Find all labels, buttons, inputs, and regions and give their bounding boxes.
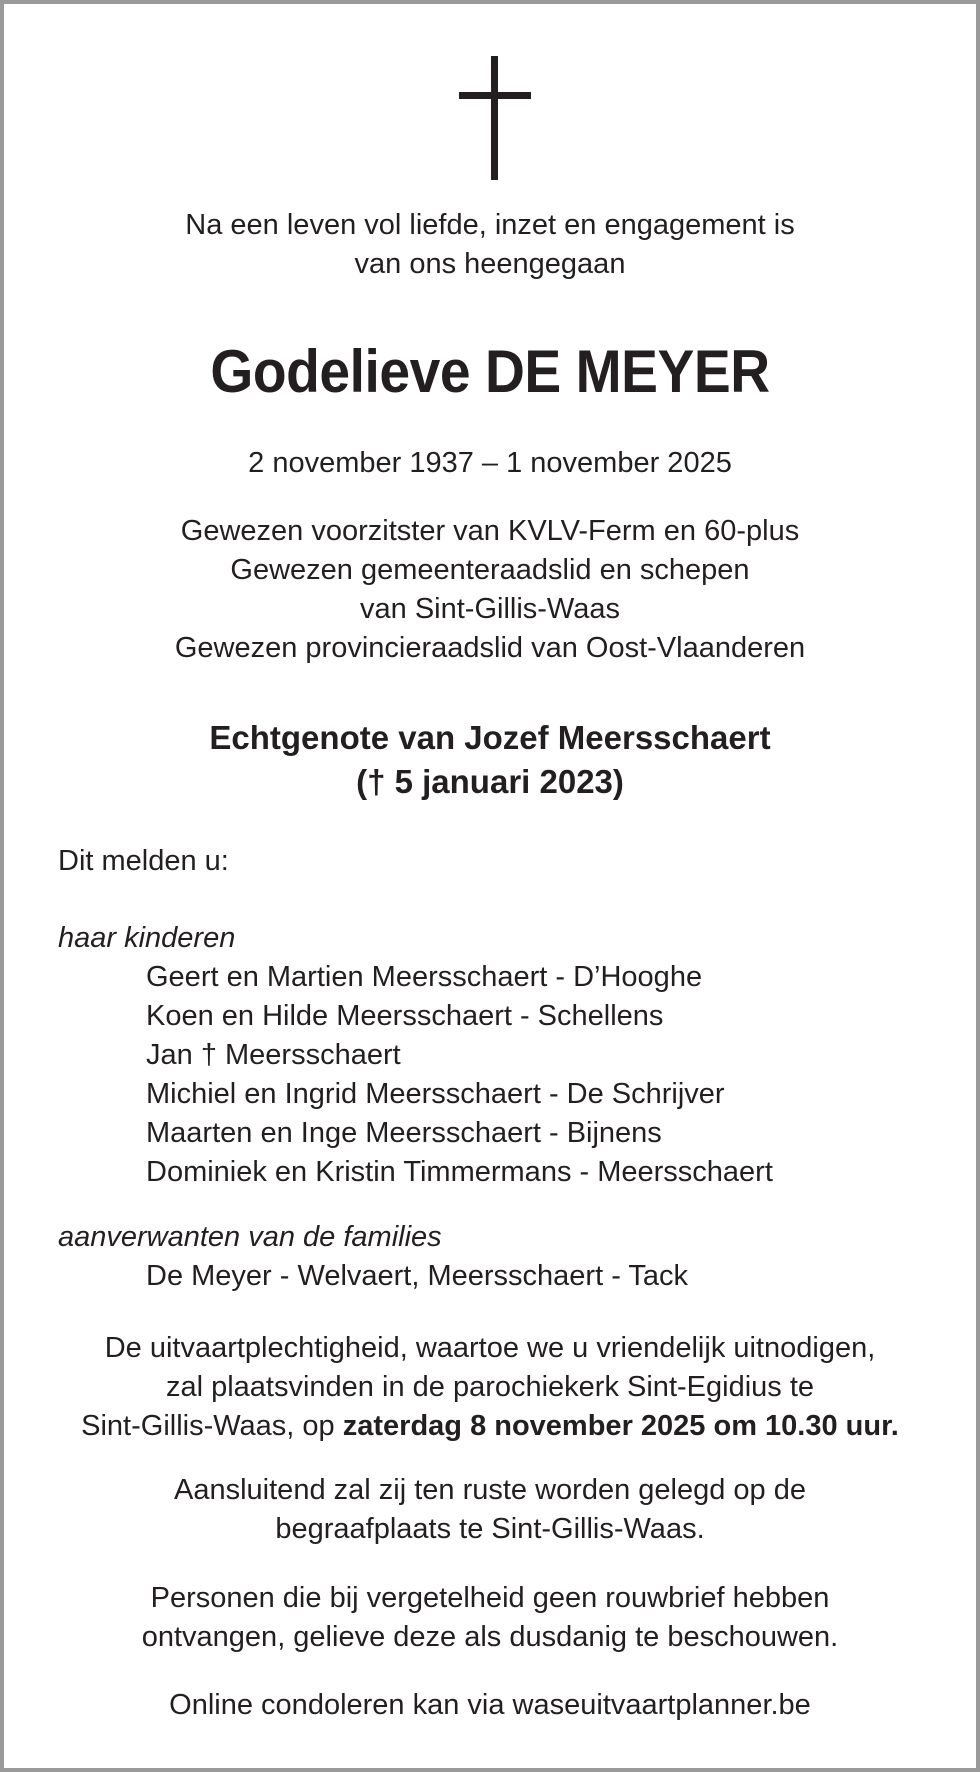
- funeral-location: Sint-Gillis-Waas, op: [81, 1410, 343, 1442]
- child-item: Dominiek en Kristin Timmermans - Meersschaert: [146, 1156, 773, 1188]
- announce-text: Dit melden u:: [58, 845, 229, 877]
- burial-line: Aansluitend zal zij ten ruste worden gelegd op de: [174, 1474, 806, 1506]
- funeral-text: [4, 1329, 976, 1446]
- funeral-datetime: zaterdag 8 november 2025 om 10.30 uur.: [342, 1410, 899, 1442]
- intro-line: Na een leven vol liefde, inzet en engagement is: [185, 209, 795, 241]
- child-item: Koen en Hilde Meersschaert - Schellens: [146, 1000, 664, 1032]
- burial-text: [4, 1471, 976, 1549]
- functions-list: [4, 512, 976, 668]
- function-line: van Sint-Gillis-Waas: [360, 593, 620, 625]
- function-line: Gewezen provincieraadslid van Oost-Vlaanderen: [174, 632, 806, 664]
- no-card-notice: [4, 1579, 976, 1657]
- child-item: Jan † Meersschaert: [146, 1039, 401, 1071]
- no-card-line: ontvangen, gelieve deze als dusdanig te beschouwen.: [141, 1621, 839, 1653]
- spouse-line: Echtgenote van Jozef Meersschaert: [209, 719, 771, 756]
- relatives-label: aanverwanten van de families: [58, 1221, 442, 1253]
- cross-icon-vertical: [491, 56, 498, 180]
- function-line: Gewezen gemeenteraadslid en schepen: [230, 554, 750, 586]
- function-line: Gewezen voorzitster van KVLV-Ferm en 60-plus: [180, 515, 800, 547]
- intro-line: van ons heengegaan: [354, 248, 626, 280]
- spouse-info: [4, 716, 976, 804]
- children-label: haar kinderen: [58, 922, 236, 954]
- child-item: Geert en Martien Meersschaert - D’Hooghe: [146, 961, 703, 993]
- relatives-list: [146, 1257, 688, 1296]
- children-list: [146, 958, 773, 1192]
- deceased-name: Godelieve DE MEYER: [210, 338, 770, 405]
- funeral-line: zal plaatsvinden in de parochiekerk Sint-Egidius te: [165, 1371, 815, 1403]
- funeral-line: De uitvaartplechtigheid, waartoe we u vriendelijk uitnodigen,: [104, 1332, 876, 1364]
- burial-line: begraafplaats te Sint-Gillis-Waas.: [275, 1513, 705, 1545]
- cross-icon-horizontal: [459, 92, 531, 99]
- spouse-line: († 5 januari 2023): [356, 763, 624, 800]
- child-item: Michiel en Ingrid Meersschaert - De Schrijver: [146, 1078, 725, 1110]
- relative-item: De Meyer - Welvaert, Meersschaert - Tack: [146, 1260, 689, 1292]
- life-dates: 2 november 1937 – 1 november 2025: [248, 447, 732, 479]
- no-card-line: Personen die bij vergetelheid geen rouwbrief hebben: [150, 1582, 830, 1614]
- child-item: Maarten en Inge Meersschaert - Bijnens: [146, 1117, 662, 1149]
- intro-text: [4, 206, 976, 284]
- online-condolence: Online condoleren kan via waseuitvaartplanner.be: [169, 1689, 811, 1721]
- funeral-line: [4, 1407, 976, 1446]
- cross-icon: [459, 56, 531, 180]
